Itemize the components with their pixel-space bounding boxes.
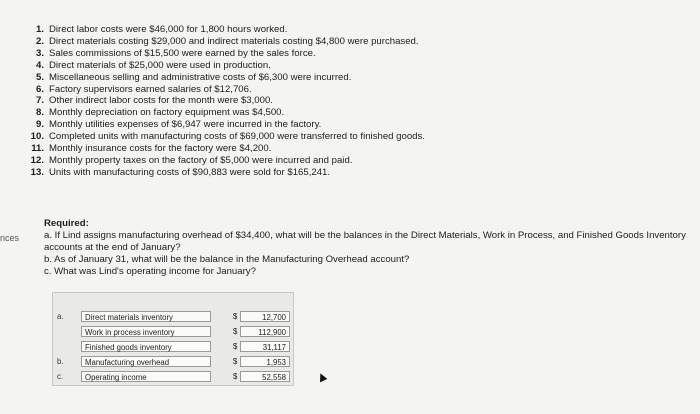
answer-row-finished-goods: Finished goods inventory $ 31,117 xyxy=(53,340,293,353)
list-item: 8. Monthly depreciation on factory equipment was $4,500. xyxy=(35,107,285,119)
list-item: 12. Monthly property taxes on the factory of $5,000 were incurred and paid. xyxy=(30,154,353,166)
answer-input[interactable]: 1,953 xyxy=(240,356,290,367)
list-item: 10. Completed units with manufacturing costs of $69,000 were transferred to finished goods. xyxy=(30,131,425,143)
answer-label: Operating income xyxy=(81,371,211,382)
answer-label: Finished goods inventory xyxy=(81,341,211,352)
list-item: 7. Other indirect labor costs for the month were $3,000. xyxy=(35,95,273,107)
required-section xyxy=(44,218,689,278)
answer-input[interactable]: 12,700 xyxy=(240,311,290,322)
answer-table xyxy=(52,292,294,386)
list-item: 4. Direct materials of $25,000 were used in production. xyxy=(35,59,271,71)
list-item: 9. Monthly utilities expenses of $6,947 were incurred in the factory. xyxy=(35,119,322,131)
answer-input[interactable]: 52,558 xyxy=(240,371,290,382)
list-item: 3. Sales commissions of $15,500 were earned by the sales force. xyxy=(35,47,316,59)
answer-input[interactable]: 31,117 xyxy=(240,341,290,352)
answer-row-manufacturing-overhead: b. Manufacturing overhead $ 1,953 xyxy=(53,355,293,368)
list-item: 11. Monthly insurance costs for the factory were $4,200. xyxy=(31,143,272,155)
list-item: 5. Miscellaneous selling and administrative costs of $6,300 were incurred. xyxy=(35,71,352,83)
answer-label: Direct materials inventory xyxy=(81,311,211,322)
answer-input[interactable]: 112,900 xyxy=(240,326,290,337)
required-heading: Required: xyxy=(44,218,89,229)
answer-row-operating-income: c. Operating income $ 52,558 xyxy=(53,370,293,383)
list-item: 2. Direct materials costing $29,000 and indirect materials costing $4,800 were purchased. xyxy=(35,35,419,47)
list-item: 1. Direct labor costs were $46,000 for 1,800 hours worked. xyxy=(35,24,288,35)
answer-row-direct-materials: a. Direct materials inventory $ 12,700 xyxy=(53,310,293,323)
question-b: b. As of January 31, what will be the balance in the Manufacturing Overhead account? xyxy=(44,253,410,265)
mouse-cursor-icon xyxy=(317,372,328,383)
answer-row-work-in-process: Work in process inventory $ 112,900 xyxy=(53,325,293,338)
question-a: a. If Lind assigns manufacturing overhead of $34,400, what will be the balances in the Direct Materials, Work in Process, and Finished Goods Inventory accounts at the end of January? xyxy=(44,229,686,253)
answer-label: Work in process inventory xyxy=(81,326,211,337)
answer-label: Manufacturing overhead xyxy=(81,356,211,367)
sidebar-label: nces xyxy=(0,233,20,243)
question-c: c. What was Lind's operating income for January? xyxy=(44,265,256,277)
transaction-list xyxy=(30,24,425,179)
list-item: 6. Factory supervisors earned salaries of $12,706. xyxy=(35,83,252,95)
list-item: 13. Units with manufacturing costs of $90,883 were sold for $165,241. xyxy=(30,166,331,178)
